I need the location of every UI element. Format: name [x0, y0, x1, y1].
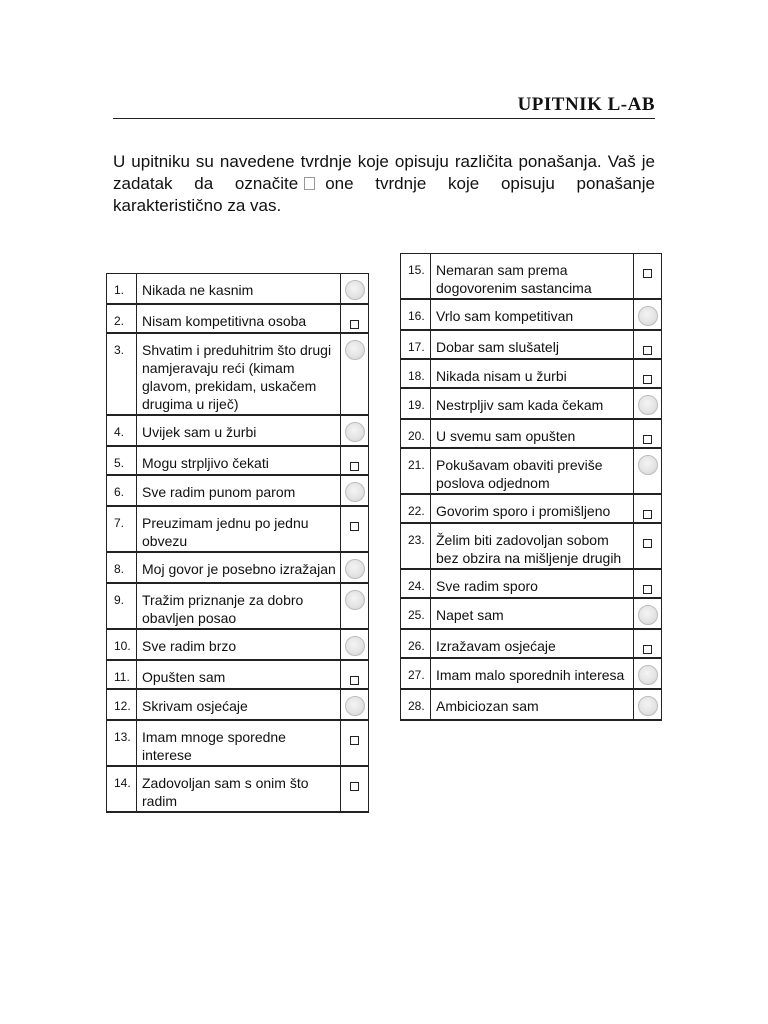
question-number: 28.	[401, 689, 431, 720]
answer-cell	[341, 689, 369, 720]
question-text: U svemu sam opušten	[431, 419, 634, 448]
answer-cell	[341, 552, 369, 583]
checkbox[interactable]	[643, 346, 652, 355]
question-text: Nisam kompetitivna osoba	[137, 304, 341, 333]
question-row	[107, 689, 369, 720]
question-text: Nikada nisam u žurbi	[431, 359, 634, 388]
question-row	[107, 415, 369, 446]
answer-cell	[341, 304, 369, 333]
question-row	[401, 523, 662, 569]
instructions-text-1: U upitniku su navedene tvrdnje koje opisuju različita ponašanja. Vaš je zadatak da označite	[113, 152, 655, 193]
question-row	[107, 446, 369, 475]
question-row	[107, 475, 369, 506]
question-number: 20.	[401, 419, 431, 448]
page-title: UPITNIK L-AB	[113, 92, 655, 119]
question-row	[107, 506, 369, 552]
checkbox[interactable]	[350, 462, 359, 471]
instructions-paragraph	[113, 151, 655, 217]
instructions-text-2: one tvrdnje koje opisuju ponašanje karakteristično za vas.	[113, 174, 655, 215]
question-text: Sve radim brzo	[137, 629, 341, 660]
answer-cell	[634, 330, 662, 359]
question-number: 22.	[401, 494, 431, 523]
question-text: Napet sam	[431, 598, 634, 629]
question-row	[401, 388, 662, 419]
question-row	[401, 629, 662, 658]
answer-cell	[341, 766, 369, 812]
question-text: Opušten sam	[137, 660, 341, 689]
checkbox[interactable]	[643, 539, 652, 548]
radio-button[interactable]	[638, 306, 658, 326]
answer-cell	[341, 475, 369, 506]
question-number: 10.	[107, 629, 137, 660]
answer-cell	[634, 254, 662, 300]
question-row	[401, 419, 662, 448]
question-number: 6.	[107, 475, 137, 506]
question-row	[401, 448, 662, 494]
question-number: 14.	[107, 766, 137, 812]
answer-cell	[341, 333, 369, 415]
question-number: 23.	[401, 523, 431, 569]
checkbox[interactable]	[350, 320, 359, 329]
question-row	[401, 330, 662, 359]
radio-button[interactable]	[345, 636, 365, 656]
radio-button[interactable]	[345, 340, 365, 360]
question-number: 3.	[107, 333, 137, 415]
checkbox[interactable]	[643, 435, 652, 444]
question-text: Uvijek sam u žurbi	[137, 415, 341, 446]
questionnaire-table-left	[106, 273, 369, 813]
question-number: 17.	[401, 330, 431, 359]
question-text: Moj govor je posebno izražajan	[137, 552, 341, 583]
question-number: 2.	[107, 304, 137, 333]
answer-cell	[341, 629, 369, 660]
radio-button[interactable]	[638, 395, 658, 415]
answer-cell	[341, 274, 369, 305]
question-number: 13.	[107, 720, 137, 766]
question-text: Tražim priznanje za dobro obavljen posao	[137, 583, 341, 629]
radio-button[interactable]	[345, 422, 365, 442]
radio-button[interactable]	[638, 455, 658, 475]
answer-cell	[341, 583, 369, 629]
question-text: Vrlo sam kompetitivan	[431, 299, 634, 330]
checkbox[interactable]	[643, 375, 652, 384]
answer-cell	[341, 660, 369, 689]
question-text: Dobar sam slušatelj	[431, 330, 634, 359]
question-row	[107, 583, 369, 629]
answer-cell	[634, 523, 662, 569]
questionnaire-table-right	[400, 253, 662, 721]
question-text: Nikada ne kasnim	[137, 274, 341, 305]
question-number: 27.	[401, 658, 431, 689]
question-row	[401, 598, 662, 629]
question-text: Ambiciozan sam	[431, 689, 634, 720]
question-row	[107, 552, 369, 583]
answer-cell	[634, 299, 662, 330]
radio-button[interactable]	[345, 280, 365, 300]
question-row	[401, 689, 662, 720]
question-text: Sve radim sporo	[431, 569, 634, 598]
answer-cell	[634, 448, 662, 494]
question-text: Shvatim i preduhitrim što drugi namjeravaju reći (kimam glavom, prekidam, uskačem drugima u riječ)	[137, 333, 341, 415]
question-number: 24.	[401, 569, 431, 598]
question-number: 18.	[401, 359, 431, 388]
checkbox[interactable]	[643, 585, 652, 594]
answer-cell	[341, 446, 369, 475]
question-text: Preuzimam jednu po jednu obvezu	[137, 506, 341, 552]
question-row	[401, 569, 662, 598]
answer-cell	[634, 359, 662, 388]
question-row	[107, 304, 369, 333]
radio-button[interactable]	[638, 605, 658, 625]
answer-cell	[341, 720, 369, 766]
question-text: Skrivam osjećaje	[137, 689, 341, 720]
answer-cell	[634, 629, 662, 658]
answer-cell	[634, 419, 662, 448]
radio-button[interactable]	[345, 590, 365, 610]
question-number: 4.	[107, 415, 137, 446]
question-text: Mogu strpljivo čekati	[137, 446, 341, 475]
radio-button[interactable]	[638, 696, 658, 716]
answer-cell	[634, 569, 662, 598]
question-number: 15.	[401, 254, 431, 300]
question-text: Sve radim punom parom	[137, 475, 341, 506]
question-number: 9.	[107, 583, 137, 629]
question-number: 1.	[107, 274, 137, 305]
question-row	[107, 333, 369, 415]
question-text: Pokušavam obaviti previše poslova odjednom	[431, 448, 634, 494]
question-number: 21.	[401, 448, 431, 494]
question-text: Izražavam osjećaje	[431, 629, 634, 658]
radio-button[interactable]	[345, 559, 365, 579]
question-row	[107, 660, 369, 689]
question-row	[107, 274, 369, 305]
checkbox-glyph-icon	[304, 177, 315, 190]
checkbox[interactable]	[643, 269, 652, 278]
question-row	[401, 359, 662, 388]
answer-cell	[634, 388, 662, 419]
question-number: 12.	[107, 689, 137, 720]
radio-button[interactable]	[638, 665, 658, 685]
question-number: 16.	[401, 299, 431, 330]
answer-cell	[341, 506, 369, 552]
question-number: 7.	[107, 506, 137, 552]
checkbox[interactable]	[350, 676, 359, 685]
answer-cell	[341, 415, 369, 446]
radio-button[interactable]	[345, 482, 365, 502]
checkbox[interactable]	[350, 736, 359, 745]
question-number: 11.	[107, 660, 137, 689]
question-text: Nestrpljiv sam kada čekam	[431, 388, 634, 419]
question-number: 26.	[401, 629, 431, 658]
question-text: Imam malo sporednih interesa	[431, 658, 634, 689]
answer-cell	[634, 494, 662, 523]
question-row	[401, 254, 662, 300]
question-row	[107, 766, 369, 812]
checkbox[interactable]	[350, 782, 359, 791]
answer-cell	[634, 689, 662, 720]
checkbox[interactable]	[643, 510, 652, 519]
question-row	[107, 720, 369, 766]
question-row	[401, 494, 662, 523]
question-text: Zadovoljan sam s onim što radim	[137, 766, 341, 812]
question-row	[401, 658, 662, 689]
question-number: 25.	[401, 598, 431, 629]
question-number: 8.	[107, 552, 137, 583]
question-text: Nemaran sam prema dogovorenim sastancima	[431, 254, 634, 300]
answer-cell	[634, 598, 662, 629]
checkbox[interactable]	[643, 645, 652, 654]
radio-button[interactable]	[345, 696, 365, 716]
question-text: Govorim sporo i promišljeno	[431, 494, 634, 523]
question-row	[401, 299, 662, 330]
question-number: 19.	[401, 388, 431, 419]
answer-cell	[634, 658, 662, 689]
question-text: Želim biti zadovoljan sobom bez obzira na mišljenje drugih	[431, 523, 634, 569]
checkbox[interactable]	[350, 522, 359, 531]
question-row	[107, 629, 369, 660]
question-number: 5.	[107, 446, 137, 475]
question-text: Imam mnoge sporedne interese	[137, 720, 341, 766]
